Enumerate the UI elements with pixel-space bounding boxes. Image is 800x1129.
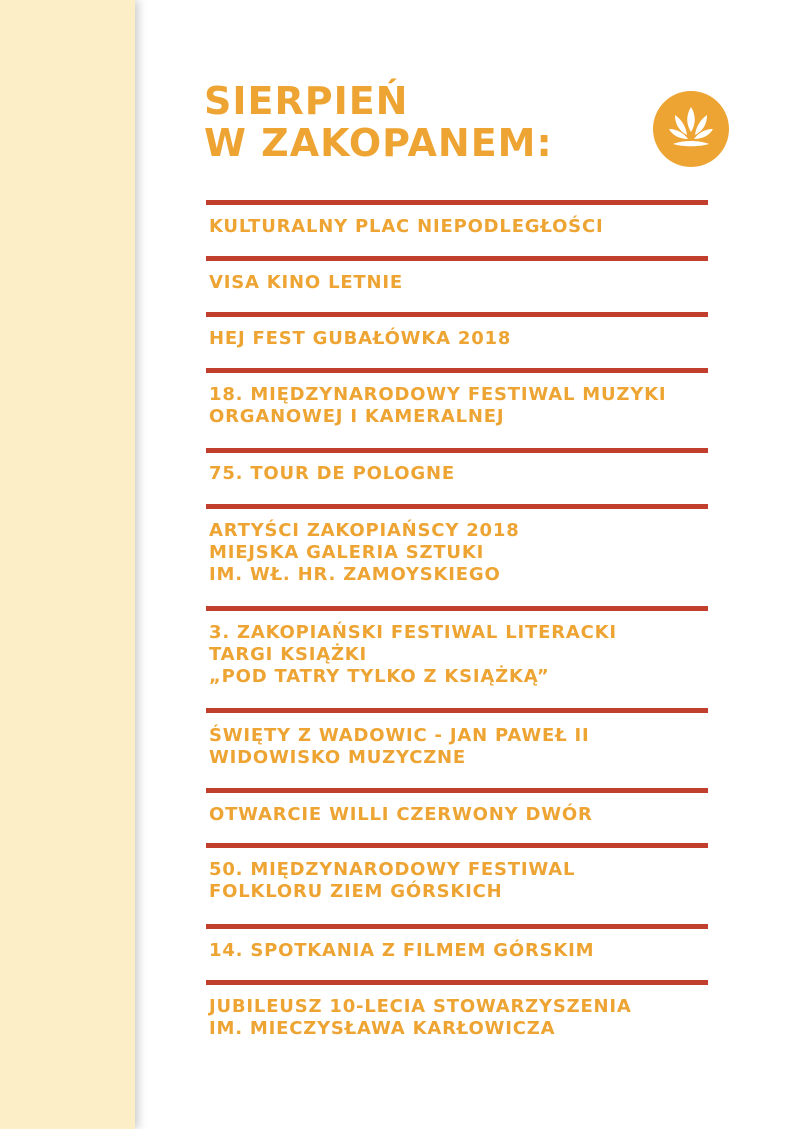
title-line-1: SIERPIEŃ (204, 79, 409, 123)
divider-rule (206, 368, 708, 373)
divider-rule (206, 924, 708, 929)
list-item: 50. MIĘDZYNARODOWY FESTIWAL FOLKLORU ZIEM GÓRSKICH (209, 859, 576, 902)
divider-rule (206, 256, 708, 261)
divider-rule (206, 200, 708, 205)
title-line-2: W ZAKOPANEM: (204, 121, 553, 165)
list-item: 14. SPOTKANIA Z FILMEM GÓRSKIM (209, 940, 595, 961)
divider-rule (206, 788, 708, 793)
list-item: OTWARCIE WILLI CZERWONY DWÓR (209, 804, 593, 825)
list-item: ŚWIĘTY Z WADOWIC - JAN PAWEŁ II WIDOWISKO MUZYCZNE (209, 725, 590, 768)
list-item: 75. TOUR DE POLOGNE (209, 463, 455, 484)
list-item: ARTYŚCI ZAKOPIAŃSCY 2018 MIEJSKA GALERIA SZTUKI IM. WŁ. HR. ZAMOYSKIEGO (209, 520, 520, 585)
list-item: JUBILEUSZ 10-LECIA STOWARZYSZENIA IM. MIECZYSŁAWA KARŁOWICZA (209, 996, 632, 1039)
list-item: VISA KINO LETNIE (209, 272, 403, 293)
divider-rule (206, 980, 708, 985)
divider-rule (206, 448, 708, 453)
list-item: 3. ZAKOPIAŃSKI FESTIWAL LITERACKI TARGI KSIĄŻKI „POD TATRY TYLKO Z KSIĄŻKĄ” (209, 622, 617, 687)
divider-rule (206, 504, 708, 509)
list-item: KULTURALNY PLAC NIEPODLEGŁOŚCI (209, 216, 604, 237)
side-band (0, 0, 135, 1129)
list-item: HEJ FEST GUBAŁÓWKA 2018 (209, 328, 512, 349)
divider-rule (206, 312, 708, 317)
list-item: 18. MIĘDZYNARODOWY FESTIWAL MUZYKI ORGANOWEJ I KAMERALNEJ (209, 384, 667, 427)
wheat-logo-icon (653, 91, 729, 167)
divider-rule (206, 843, 708, 848)
divider-rule (206, 708, 708, 713)
page-title (204, 80, 553, 164)
divider-rule (206, 606, 708, 611)
